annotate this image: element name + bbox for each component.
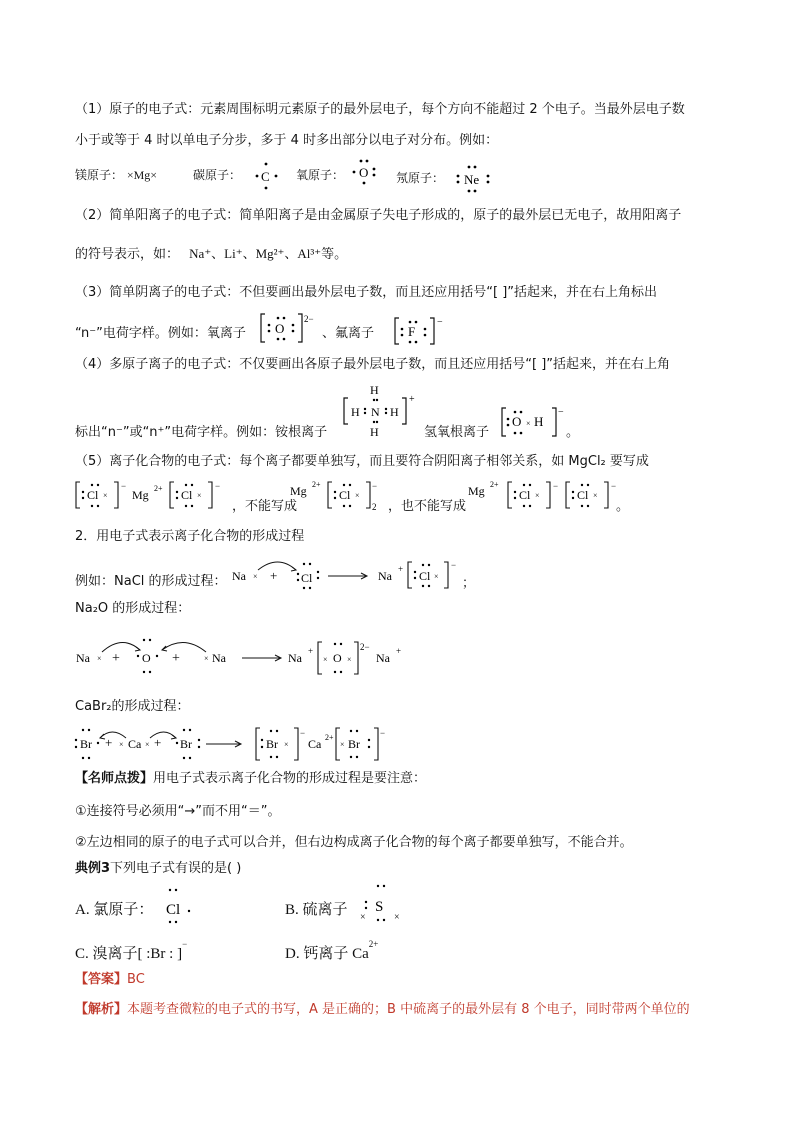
cl-ion-4 bbox=[508, 481, 558, 508]
svg-text:×: × bbox=[394, 912, 400, 923]
na2o-o-ion: O bbox=[333, 651, 342, 665]
oxide-charge: 2− bbox=[304, 314, 314, 324]
nacl-cl-ion: Cl bbox=[419, 569, 431, 583]
mg-atom-example bbox=[75, 168, 157, 182]
tips-text: 用电子式表示离子化合物的形成过程是要注意： bbox=[153, 771, 427, 786]
option-d-label: D. 钙离子 Ca bbox=[285, 946, 369, 962]
svg-text:×: × bbox=[197, 491, 202, 500]
option-a bbox=[75, 898, 153, 919]
na2o-na-right: Na bbox=[212, 651, 226, 665]
cl-charge-2: − bbox=[215, 481, 221, 491]
nacl-na: Na bbox=[232, 569, 246, 583]
svg-text:×: × bbox=[360, 912, 366, 923]
cabr2-br-ion-2: Br bbox=[348, 737, 360, 751]
nh4-right-h: H bbox=[390, 405, 399, 419]
fluoride-charge: − bbox=[437, 317, 443, 328]
svg-text:−: − bbox=[451, 560, 457, 570]
example-question bbox=[75, 860, 241, 878]
cl-ion-2 bbox=[170, 481, 220, 508]
svg-text:−: − bbox=[300, 728, 306, 738]
s3-sep: 、氟离子 bbox=[322, 326, 375, 341]
c-label: 碳原子： bbox=[193, 168, 242, 182]
s4-line1: （4）多原子离子的电子式：不仅要画出各原子最外层电子数，而且还应用括号“[ ]”括起来，并在右上角 bbox=[75, 357, 671, 372]
mg-charge-1: 2+ bbox=[154, 484, 163, 493]
s6-title: 2．用电子式表示离子化合物的形成过程 bbox=[75, 529, 305, 544]
s5-wrong2: ，也不能写成 bbox=[388, 499, 467, 514]
ne-label: 氖原子： bbox=[396, 171, 445, 185]
cl-symbol-2: Cl bbox=[181, 488, 193, 502]
na2o-label: Na₂O 的形成过程： bbox=[75, 601, 191, 616]
ne-symbol: Ne bbox=[464, 172, 480, 187]
svg-text:+: + bbox=[396, 646, 402, 656]
s4-end: 。 bbox=[566, 425, 580, 440]
option-d bbox=[285, 939, 379, 963]
option-c bbox=[75, 939, 188, 963]
svg-text:×: × bbox=[593, 491, 598, 500]
nacl-label: 例如：NaCl 的形成过程： bbox=[75, 574, 227, 589]
example-text: 下列电子式有误的是( ) bbox=[110, 861, 242, 876]
svg-text:×: × bbox=[253, 572, 258, 581]
cl-ion-5 bbox=[566, 481, 616, 508]
nh4-charge: + bbox=[409, 394, 415, 405]
s4-line2: 标出“n⁻”或“n⁺”电荷字样。例如：铵根离子 bbox=[75, 425, 328, 440]
svg-text:×: × bbox=[323, 655, 328, 664]
svg-text:×: × bbox=[119, 740, 124, 749]
svg-text:+: + bbox=[308, 646, 314, 656]
svg-text:−: − bbox=[380, 728, 386, 738]
svg-text:×: × bbox=[355, 491, 360, 500]
tips-point-2: ②左边相同的原子的电子式可以合并，但右边构成离子化合物的每个离子都要单独写，不能合并。 bbox=[75, 835, 633, 850]
nacl-formation-diagram bbox=[228, 552, 468, 594]
na2o-na-ion-1: Na bbox=[288, 651, 302, 665]
cabr2-ca-ion: Ca bbox=[308, 737, 322, 751]
tips-point-1: ①连接符号必须用“→”而不用“＝”。 bbox=[75, 804, 281, 819]
ne-atom-electron-dots bbox=[454, 163, 494, 195]
cl-subscript: 2 bbox=[372, 502, 377, 512]
cation-list: Na⁺、Li⁺、Mg²⁺、Al³⁺等。 bbox=[189, 246, 348, 261]
mgcl2-electron-formulas bbox=[72, 478, 632, 514]
oh-h-symbol: H bbox=[534, 414, 544, 429]
o-label: 氧原子： bbox=[296, 168, 345, 182]
cl-charge-5: − bbox=[611, 481, 617, 491]
c-symbol: C bbox=[261, 169, 270, 184]
svg-text:×: × bbox=[145, 740, 150, 749]
cabr2-formation-diagram bbox=[72, 720, 402, 764]
ammonium-ion-formula bbox=[340, 382, 420, 440]
option-c-charge: − bbox=[182, 939, 188, 949]
s2-line2-text: 的符号表示，如： bbox=[75, 247, 180, 262]
svg-text:+: + bbox=[270, 568, 278, 583]
svg-text:×: × bbox=[284, 740, 289, 749]
svg-text:×: × bbox=[97, 654, 102, 663]
cabr2-br-right: Br bbox=[180, 737, 192, 751]
cl-symbol-5: Cl bbox=[577, 488, 589, 502]
svg-text:×: × bbox=[340, 740, 345, 749]
s5-wrong1: ，不能写成 bbox=[232, 499, 298, 514]
analysis-head: 【解析】 bbox=[75, 1002, 128, 1017]
na2o-na-ion-2: Na bbox=[376, 651, 390, 665]
option-a-cl: Cl bbox=[166, 902, 181, 918]
svg-text:+: + bbox=[398, 564, 404, 574]
nh4-bottom-h: H bbox=[370, 425, 379, 439]
tips-head: 【名师点拨】 bbox=[75, 771, 154, 786]
svg-text:×: × bbox=[535, 491, 540, 500]
oxide-ion-formula bbox=[258, 310, 318, 346]
cabr2-br-ion-1: Br bbox=[266, 737, 278, 751]
cl-ion-combined bbox=[328, 481, 377, 512]
cl-charge-4: − bbox=[553, 481, 559, 491]
s3-line1: （3）简单阴离子的电子式：不但要画出最外层电子数，而且还应用括号“[ ]”括起来，并在右上角标出 bbox=[75, 285, 658, 300]
mg-formula: ×Mg× bbox=[126, 168, 158, 182]
option-a-formula bbox=[160, 884, 196, 928]
na2o-o: O bbox=[142, 651, 151, 665]
mg-symbol-1: Mg bbox=[132, 488, 149, 502]
option-b-label: B. 硫离子 bbox=[285, 902, 348, 918]
nacl-cl: Cl bbox=[301, 571, 313, 585]
svg-text:×: × bbox=[347, 655, 352, 664]
answer-value: BC bbox=[127, 972, 145, 987]
fluoride-symbol: F bbox=[408, 324, 416, 339]
oh-o-symbol: O bbox=[512, 414, 522, 429]
svg-text:2−: 2− bbox=[360, 642, 370, 652]
nh4-n: N bbox=[371, 405, 380, 419]
c-atom-electron-dots bbox=[252, 160, 282, 192]
answer-head: 【答案】 bbox=[75, 972, 128, 987]
svg-text:+: + bbox=[172, 651, 180, 666]
nh4-top-h: H bbox=[370, 383, 379, 397]
answer-line bbox=[75, 971, 145, 989]
tips-line bbox=[75, 770, 426, 788]
svg-text:2+: 2+ bbox=[325, 733, 334, 742]
s2-line2 bbox=[75, 245, 347, 264]
cl-symbol-1: Cl bbox=[87, 488, 99, 502]
svg-text:×: × bbox=[434, 572, 439, 581]
cabr2-label: CaBr₂的形成过程： bbox=[75, 699, 190, 714]
hydroxide-ion-formula bbox=[498, 404, 570, 440]
mg-label: 镁原子： bbox=[75, 168, 124, 182]
svg-text:+: + bbox=[112, 651, 120, 666]
na2o-na-left: Na bbox=[76, 651, 90, 665]
s5-line1: （5）离子化合物的电子式：每个离子都要单独写，而且要符合阴阳离子相邻关系，如 MgCl₂ 要写成 bbox=[75, 454, 649, 469]
s2-line1: （2）简单阳离子的电子式：简单阳离子是由金属原子失电子形成的，原子的最外层已无电子，故用阳离子 bbox=[75, 208, 682, 223]
example-head: 典例3 bbox=[75, 861, 111, 876]
o-atom-electron-dots bbox=[350, 157, 380, 187]
option-a-label: A. 氯原子： bbox=[75, 902, 154, 918]
o-symbol: O bbox=[359, 165, 369, 180]
nacl-semicolon: ； bbox=[462, 576, 476, 591]
s1-line1: （1）原子的电子式：元素周围标明元素原子的最外层电子，每个方向不能超过 2 个电子。当最外层电子数 bbox=[75, 102, 685, 117]
option-b-s: S bbox=[375, 899, 384, 915]
na2o-formation-diagram bbox=[72, 630, 422, 678]
option-d-charge: 2+ bbox=[368, 939, 379, 949]
cl-ion-1 bbox=[76, 481, 126, 508]
oh-charge: − bbox=[558, 407, 564, 418]
nacl-na-ion: Na bbox=[378, 569, 392, 583]
cl-charge-3: − bbox=[372, 481, 378, 491]
option-b bbox=[285, 898, 348, 919]
analysis-line bbox=[75, 1001, 690, 1019]
mg-charge-3: 2+ bbox=[490, 480, 499, 489]
option-c-label: C. 溴离子[ :Br : ] bbox=[75, 946, 183, 962]
analysis-text: 本题考查微粒的电子式的书写，A 是正确的；B 中硫离子的最外层有 8 个电子，同时带两个单位的 bbox=[127, 1002, 690, 1017]
fluoride-ion-formula bbox=[392, 314, 448, 348]
s3-line2: “n⁻”电荷字样。例如：氧离子 bbox=[75, 326, 246, 341]
svg-text:×: × bbox=[204, 654, 209, 663]
svg-text:+: + bbox=[105, 735, 113, 750]
cl-symbol-4: Cl bbox=[519, 488, 531, 502]
svg-text:×: × bbox=[526, 419, 531, 428]
cabr2-ca: Ca bbox=[128, 737, 142, 751]
svg-text:×: × bbox=[103, 491, 108, 500]
svg-text:+: + bbox=[154, 735, 162, 750]
option-b-formula bbox=[360, 880, 410, 926]
mg-symbol-3: Mg bbox=[468, 484, 485, 498]
s5-end: 。 bbox=[616, 499, 630, 514]
cl-charge-1: − bbox=[121, 481, 127, 491]
mg-symbol-2: Mg bbox=[290, 484, 307, 498]
mg-charge-2: 2+ bbox=[312, 480, 321, 489]
cl-symbol-3: Cl bbox=[339, 488, 351, 502]
nh4-left-h: H bbox=[351, 405, 360, 419]
cabr2-br-left: Br bbox=[80, 737, 92, 751]
oh-label: 氢氧根离子 bbox=[424, 425, 490, 440]
oxide-symbol: O bbox=[275, 321, 285, 336]
s1-line2: 小于或等于 4 时以单电子分步，多于 4 时多出部分以电子对分布。例如： bbox=[75, 133, 499, 148]
